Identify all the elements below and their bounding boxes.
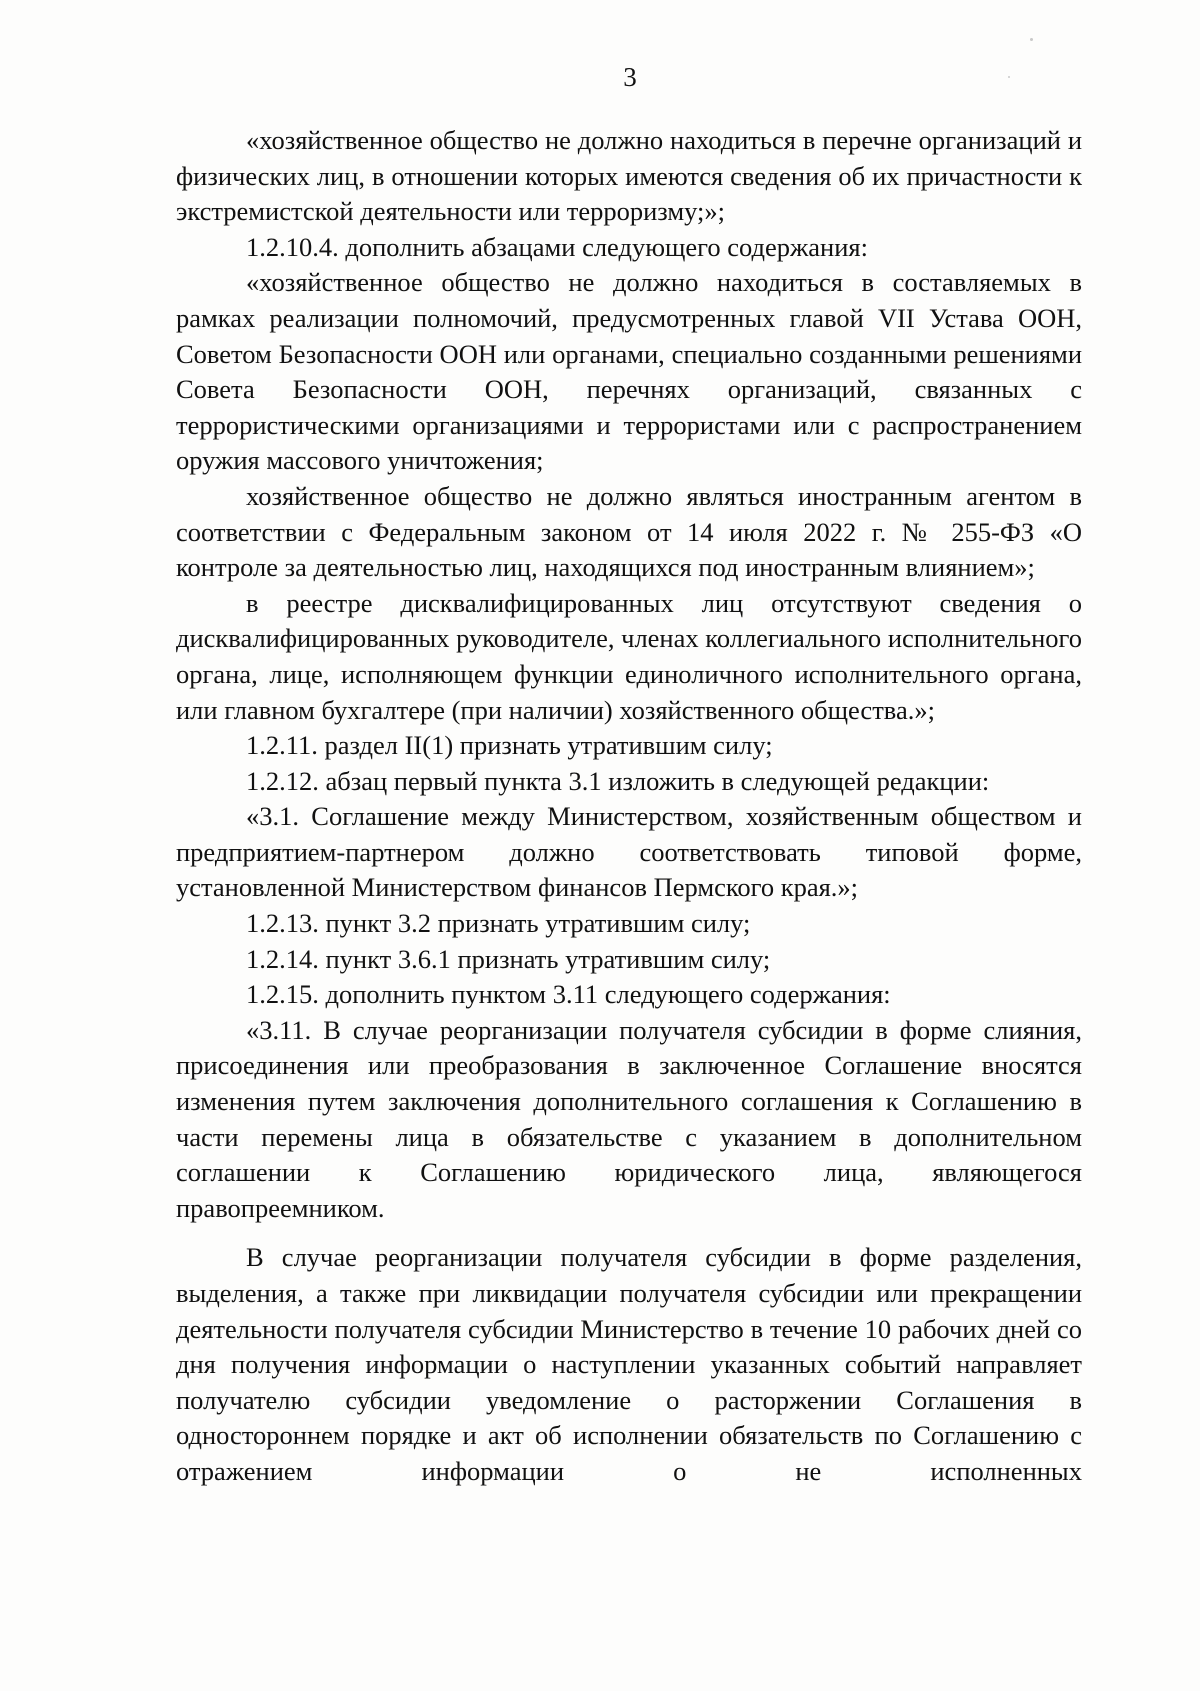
paragraph-item-1-2-10-4: 1.2.10.4. дополнить абзацами следующего содержания: xyxy=(246,231,868,262)
page-number: 3 xyxy=(623,62,637,92)
paragraph-item-1-2-13: 1.2.13. пункт 3.2 признать утратившим силу; xyxy=(246,908,751,939)
paragraph-agreement-3-1: «3.1. Соглашение между Министерством, хозяйственным обществом и предприятием-партнером должно соответствовать типовой форме, установленной Министерством финансов Пермского края.»; xyxy=(176,801,1082,903)
paragraph-reorganization-3-11: «3.11. В случае реорганизации получателя субсидии в форме слияния, присоединения или преобразования в заключенное Соглашение вносятся изменения путем заключения дополнительного соглашения к Соглашению в части перемены лица в обязательстве с указанием в дополнительном соглашении к Соглашению юридического лица, являющегося правопреемником. xyxy=(176,1014,1082,1223)
paragraph-disqualified-persons: в реестре дисквалифицированных лиц отсутствуют сведения о дисквалифицированных руководителе, членах коллегиального исполнительного органа, лице, исполняющем функции единоличного исполнительного органа, или главном бухгалтере (при наличии) хозяйственного общества.»; xyxy=(176,587,1082,725)
paragraph-termination: В случае реорганизации получателя субсидии в форме разделения, выделения, а также при ликвидации получателя субсидии или прекращении деятельности получателя субсидии Министерство в течение 10 рабочих дней со дня получения информации о наступлении указанных событий направляет получателю субсидии уведомление о расторжении Соглашения в одностороннем порядке и акт об исполнении обязательств по Соглашению с отражением информации о не исполненных xyxy=(176,1242,1082,1486)
paragraph-foreign-agent: хозяйственное общество не должно являться иностранным агентом в соответствии с Федеральным законом от 14 июля 2022 г. № 255-ФЗ «О контроле за деятельностью лиц, находящихся под иностранным влиянием»; xyxy=(176,480,1082,583)
paragraph-item-1-2-15: 1.2.15. дополнить пунктом 3.11 следующего содержания: xyxy=(246,979,891,1010)
paragraph-item-1-2-14: 1.2.14. пункт 3.6.1 признать утратившим силу; xyxy=(246,943,771,974)
document-body xyxy=(176,123,1082,1490)
paragraph-item-1-2-11: 1.2.11. раздел II(1) признать утратившим силу; xyxy=(246,730,773,761)
paragraph-extremism-list: «хозяйственное общество не должно находиться в перечне организаций и физических лиц, в отношении которых имеются сведения об их причастности к экстремистской деятельности или терроризму;»; xyxy=(176,125,1082,227)
paragraph-un-lists: «хозяйственное общество не должно находиться в составляемых в рамках реализации полномочий, предусмотренных главой VII Устава ООН, Советом Безопасности ООН или органами, специально созданными решениями Совета Безопасности ООН, перечнях организаций, связанных с террористическими организациями и террористами или с распространением оружия массового уничтожения; xyxy=(176,267,1082,476)
scan-speck xyxy=(1030,38,1033,41)
paragraph-item-1-2-12: 1.2.12. абзац первый пункта 3.1 изложить в следующей редакции: xyxy=(246,765,990,796)
scan-speck xyxy=(1008,76,1010,78)
